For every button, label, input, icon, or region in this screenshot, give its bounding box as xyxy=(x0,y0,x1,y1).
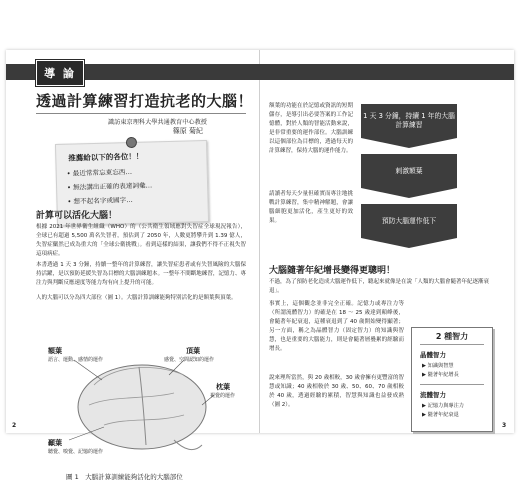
box-title: 2 種智力 xyxy=(435,332,469,341)
book-spread xyxy=(6,50,514,481)
down-arrow-icon xyxy=(361,238,457,248)
box-divider xyxy=(420,384,484,385)
fluid-item: ▶ 記憶力與專注力 xyxy=(422,403,464,409)
note-list xyxy=(67,164,153,208)
left-paragraph: 本書透過 1 天 3 分鐘，持續一整年的計算練習，讓失智症患者或有失智風險的大腦保持活躍，是以預防延緩失智為目標的大腦訓練題本。一整年不間斷地練習，記憶力、專注力與判斷反應速度等能力均有向上提升的可能。 xyxy=(36,262,246,286)
right-paragraph: 額葉的功能在於記憶或資訊的短期儲存，是導引出必要答案的工作記憶體，對於人類的智能活動來說，是非常重要的運作部位。大腦訓練以這個部位為目標的，透過每天的計算練習，保持大腦的運作能力。 xyxy=(269,103,353,154)
right-paragraph: 不過，為了預防老化造成大腦運作低下，聽起來就像是在說「人類的大腦會隨著年紀逐漸衰退」。 xyxy=(269,279,490,294)
brain-figure xyxy=(34,345,244,465)
author-block xyxy=(108,118,207,136)
label-parietal-title: 頂葉 xyxy=(186,347,200,355)
fluid-label: 流體智力 xyxy=(420,391,446,399)
page-title: 透過計算練習打造抗老的大腦！ xyxy=(36,92,254,110)
right-heading: 大腦隨著年紀增長變得更聰明！ xyxy=(269,266,396,276)
down-arrow-icon xyxy=(361,138,457,148)
label-parietal-desc: 感覺、空間認知的運作 xyxy=(164,357,215,363)
fluid-item: ▶ 隨著年紀衰退 xyxy=(422,412,459,418)
intelligence-box xyxy=(411,327,493,432)
page-gutter xyxy=(259,50,260,433)
right-paragraph: 說來理所當然，與 20 歲相較，30 歲會擁有更豐富的智慧或知識；40 歲相較於 30 歲、50、60、70 歲相較於 40 歲，透過經驗的累積，智慧與知識也益發成熟（圖 2）。 xyxy=(269,375,404,408)
crystal-item: ▶ 知識與智慧 xyxy=(422,363,454,369)
label-frontal-title: 額葉 xyxy=(48,347,62,355)
page-number-left: 2 xyxy=(12,422,17,429)
note-item: • 最近常常忘東忘西… xyxy=(67,164,152,180)
left-paragraph: 根據 2021 年世界衛生組織（WHO）的（公共衛生領域應對失智症全球現況報告），全球已有超過 5,500 萬名失智者，預估到了 2050 年，人數更將攀升到 1.39 億人，失智症儼然已成為重大的「全球公衛挑戰」。看到這樣的結果，讓我們不得不正視失智這項病症。 xyxy=(36,224,246,257)
label-occipital-desc: 視覺的運作 xyxy=(210,393,236,399)
flow-step: 刺激額葉 xyxy=(361,154,457,188)
page-number-right: 3 xyxy=(502,422,507,429)
label-temporal-title: 顳葉 xyxy=(48,439,62,447)
down-arrow-icon xyxy=(361,188,457,198)
pushpin-icon xyxy=(126,137,137,148)
title-rule xyxy=(36,113,246,114)
note-item: • 無法講出正確的表達詞彙… xyxy=(67,178,152,194)
label-temporal-desc: 聽覺、嗅覺、記憶的運作 xyxy=(48,449,104,455)
left-heading: 計算可以活化大腦！ xyxy=(36,211,118,221)
right-paragraph: 請讀者每天少量但確實而專注地挑戰計算練習，集中精神解題，會讓腦細胞更加活化，產生更好的效果。 xyxy=(269,191,353,224)
label-occipital-title: 枕葉 xyxy=(216,383,230,391)
box-divider xyxy=(420,344,484,345)
author-name: 篠原 菊紀 xyxy=(172,127,203,135)
flow-step: 預防大腦運作低下 xyxy=(361,204,457,238)
note-title: 推薦給以下的各位！！ xyxy=(68,151,144,163)
crystal-label: 晶體智力 xyxy=(420,351,446,359)
flow-step: 1 天 3 分鐘，持續 1 年的大腦計算練習 xyxy=(361,104,457,138)
author-affiliation: 識訪東京理科大學共通教育中心教授 xyxy=(108,119,207,126)
section-badge: 導 論 xyxy=(36,60,84,86)
crystal-item: ▶ 隨著年紀增長 xyxy=(422,372,459,378)
right-paragraph: 事實上，這個觀念並非完全正確。記憶力或專注力等（所謂流體智力）的確是在 18 ～ 25 歲達到顛峰後，會隨著年紀衰退，這種衰退到了 40 歲開始變得顯著；另一方面，稱之為晶體智力（固定智力）的知識與智慧，也是重要的大腦能力，則是會隨著層疊累的經驗而增長。 xyxy=(269,301,404,352)
leader-line xyxy=(74,360,102,380)
note-item: • 想不起名字或國字… xyxy=(67,192,152,208)
label-frontal-desc: 語言、運動、感情的運作 xyxy=(48,357,104,363)
figure-caption: 圖 1 大腦計算訓練能夠活化的大腦部位 xyxy=(66,473,183,481)
brain-outline xyxy=(78,365,206,449)
left-paragraph: 人的大腦可以分為四大部位（圖 1）。大腦計算訓練能夠特別活化的是額葉與頂葉。 xyxy=(36,295,237,301)
